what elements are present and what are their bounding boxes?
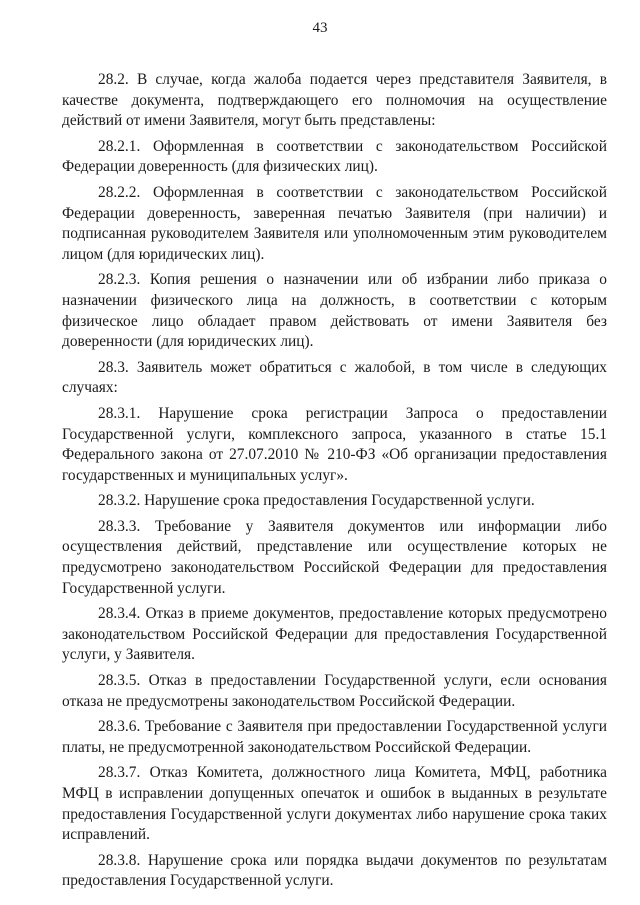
paragraph-28-2-2: 28.2.2. Оформленная в соответствии с законодательством Российской Федерации доверенность, заверенная печатью Заявителя (при наличии) и подписанная руководителем Заявителя или уполномоченным этим руководителем лицом (для юридических лиц). [62,183,607,263]
paragraph-28-3-4: 28.3.4. Отказ в приеме документов, предоставление которых предусмотрено законодательством Российской Федерации для предоставления Государственной услуги, у Заявителя. [62,605,607,664]
paragraph-28-3-7: 28.3.7. Отказ Комитета, должностного лица Комитета, МФЦ, работника МФЦ в исправлении допущенных опечаток и ошибок в выданных в результате предоставления Государственной услуги документах либо нарушение срока таких исправлений. [62,764,607,844]
paragraph-28-3: 28.3. Заявитель может обратиться с жалобой, в том числе в следующих случаях: [62,358,607,397]
paragraph-28-2-1: 28.2.1. Оформленная в соответствии с законодательством Российской Федерации доверенность (для физических лиц). [62,137,607,176]
paragraph-28-3-6: 28.3.6. Требование с Заявителя при предоставлении Государственной услуги платы, не предусмотренной законодательством Российской Федерации. [62,718,607,756]
paragraph-28-3-1: 28.3.1. Нарушение срока регистрации Запроса о предоставлении Государственной услуги, комплексного запроса, указанного в статье 15.1 Федерального закона от 27.07.2010 № 210-ФЗ «Об организации предоставления государственных и муниципальных услуг». [62,404,607,484]
paragraph-28-3-3: 28.3.3. Требование у Заявителя документов или информации либо осуществления действий, представление или осуществление которых не предусмотрено законодательством Российской Федерации для предоставления Государственной услуги. [62,517,607,597]
paragraph-28-3-8: 28.3.8. Нарушение срока или порядка выдачи документов по результатам предоставления Государственной услуги. [62,851,607,890]
paragraph-28-3-2: 28.3.2. Нарушение срока предоставления Государственной услуги. [98,492,535,510]
paragraph-28-3-5: 28.3.5. Отказ в предоставлении Государственной услуги, если основания отказа не предусмотрены законодательством Российской Федерации. [62,672,607,710]
paragraph-28-2: 28.2. В случае, когда жалоба подается через представителя Заявителя, в качестве документа, подтверждающего его полномочия на осуществление действий от имени Заявителя, могут быть представлены: [62,71,607,130]
page-number: 43 [312,20,328,36]
document-body [62,70,607,897]
paragraph-28-2-3: 28.2.3. Копия решения о назначении или об избрании либо приказа о назначении физического лица на должность, в соответствии с которым физическое лицо обладает правом действовать от имени Заявителя без доверенности (для юридических лиц). [62,271,607,351]
